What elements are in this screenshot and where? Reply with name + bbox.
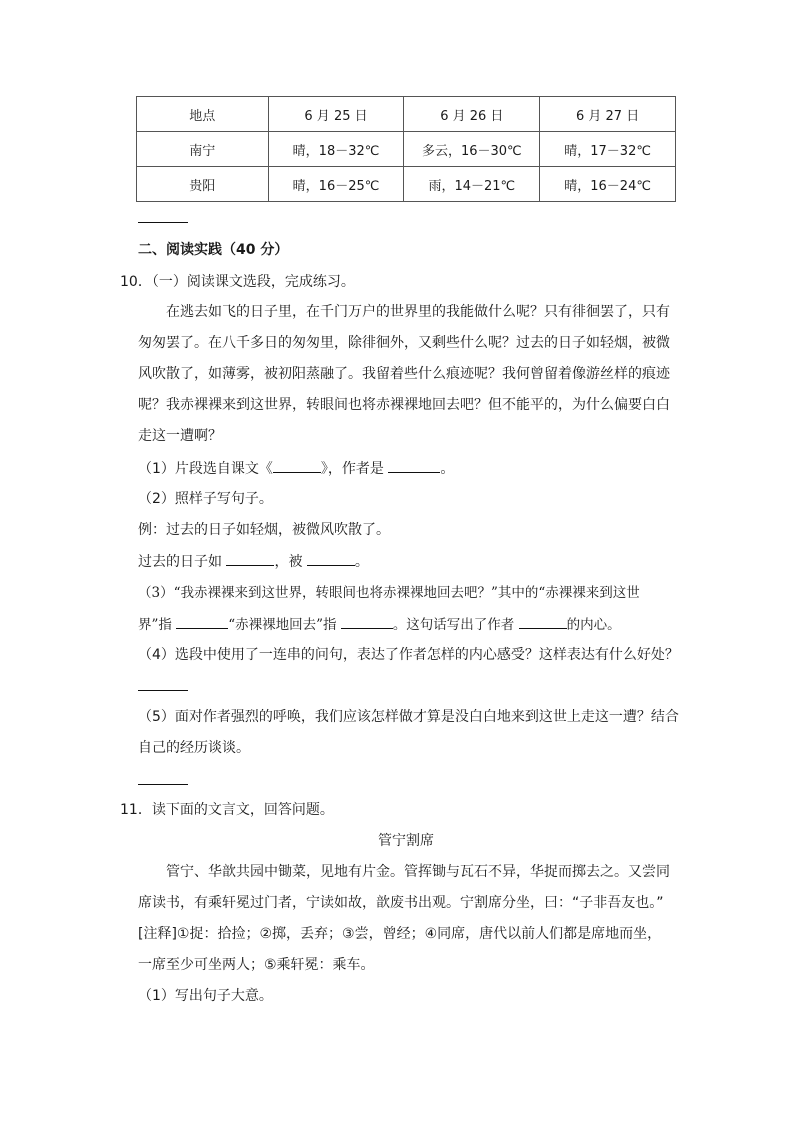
annotation-line: 一席至少可坐两人；⑤乘轩冕：乘车。 [138, 957, 375, 973]
passage-line: 走这一遭啊？ [138, 428, 222, 444]
table-row [137, 167, 676, 202]
table-cell: 贵阳 [137, 167, 269, 202]
table-cell: 雨，14－21℃ [404, 167, 540, 202]
section-title: 二、阅读实践（40 分） [138, 242, 289, 258]
question-11-stem: 11．读下面的文言文，回答问题。 [120, 802, 334, 818]
table-cell: 晴，16－25℃ [268, 167, 404, 202]
table-header-cell: 地点 [137, 97, 269, 132]
answer-blank[interactable] [307, 551, 355, 566]
question-10-2: （2）照样子写句子。 [138, 491, 273, 507]
question-10-5-line2: 自己的经历谈谈。 [138, 740, 250, 756]
question-10-3-fill [138, 614, 621, 635]
table-header-cell: 6 月 25 日 [268, 97, 404, 132]
example-sentence: 例：过去的日子如轻烟，被微风吹散了。 [138, 522, 390, 538]
table-cell: 南宁 [137, 132, 269, 167]
answer-blank[interactable] [341, 614, 393, 629]
question-10-3: （3）“我赤裸裸来到这世界，转眼间也将赤裸裸地回去吧？”其中的“赤裸裸来到这世 [138, 585, 640, 601]
passage-line: 管宁、华歆共园中锄菜，见地有片金。管挥锄与瓦石不异，华捉而掷去之。又尝同 [166, 864, 670, 880]
answer-blank-line[interactable] [138, 222, 188, 223]
answer-blank-line[interactable] [138, 784, 188, 785]
answer-blank[interactable] [273, 458, 321, 473]
question-10-5: （5）面对作者强烈的呼唤，我们应该怎样做才算是没白白地来到这世上走这一遭？结合 [138, 709, 679, 725]
question-text: 界”指 [138, 617, 177, 633]
question-text: 》，作者是 [320, 461, 389, 477]
table-cell: 晴，18－32℃ [268, 132, 404, 167]
question-10-2-fill [138, 551, 369, 572]
table-cell: 晴，16－24℃ [540, 167, 676, 202]
question-text: 。 [354, 554, 369, 570]
table-header-cell: 6 月 27 日 [540, 97, 676, 132]
table-cell: 多云，16－30℃ [404, 132, 540, 167]
annotation-line: [注释]①捉：拾捡；②掷，丢弃；③尝，曾经；④同席，唐代以前人们都是席地而坐， [138, 926, 662, 942]
answer-blank[interactable] [519, 614, 567, 629]
question-text: 过去的日子如 [138, 554, 227, 570]
answer-blank[interactable] [388, 458, 440, 473]
question-text: 。 [440, 461, 455, 477]
table-row [137, 132, 676, 167]
question-10-1 [138, 458, 454, 479]
question-text: 的内心。 [566, 617, 621, 633]
question-10-stem: 10．（一）阅读课文选段，完成练习。 [120, 274, 355, 290]
passage-line: 席读书，有乘轩冕过门者，宁读如故，歆废书出观。宁割席分坐，曰：“子非吾友也。” [138, 895, 664, 911]
answer-blank-line[interactable] [138, 690, 188, 691]
table-header-row [137, 97, 676, 132]
passage-line: 在逃去如飞的日子里，在千门万户的世界里的我能做什么呢？只有徘徊罢了，只有 [166, 304, 670, 320]
question-text: 。这句话写出了作者 [392, 617, 519, 633]
question-text: （1）片段选自课文《 [138, 461, 273, 477]
table-cell: 晴，17－32℃ [540, 132, 676, 167]
passage-line: 匆匆罢了。在八千多日的匆匆里，除徘徊外，又剩些什么呢？过去的日子如轻烟，被微 [138, 335, 670, 351]
question-text: “赤裸裸地回去”指 [228, 617, 341, 633]
question-text: ，被 [274, 554, 307, 570]
passage-line: 呢？我赤裸裸来到这世界，转眼间也将赤裸裸地回去吧？但不能平的，为什么偏要白白 [138, 397, 670, 413]
question-10-4: （4）选段中使用了一连串的问句，表达了作者怎样的内心感受？这样表达有什么好处？ [138, 647, 679, 663]
passage-line: 风吹散了，如薄雾，被初阳蒸融了。我留着些什么痕迹呢？我何曾留着像游丝样的痕迹 [138, 366, 670, 382]
table-header-cell: 6 月 26 日 [404, 97, 540, 132]
passage-title: 管宁割席 [378, 833, 434, 849]
question-11-1: （1）写出句子大意。 [138, 988, 273, 1004]
answer-blank[interactable] [176, 614, 228, 629]
weather-table [136, 96, 676, 202]
answer-blank[interactable] [226, 551, 274, 566]
